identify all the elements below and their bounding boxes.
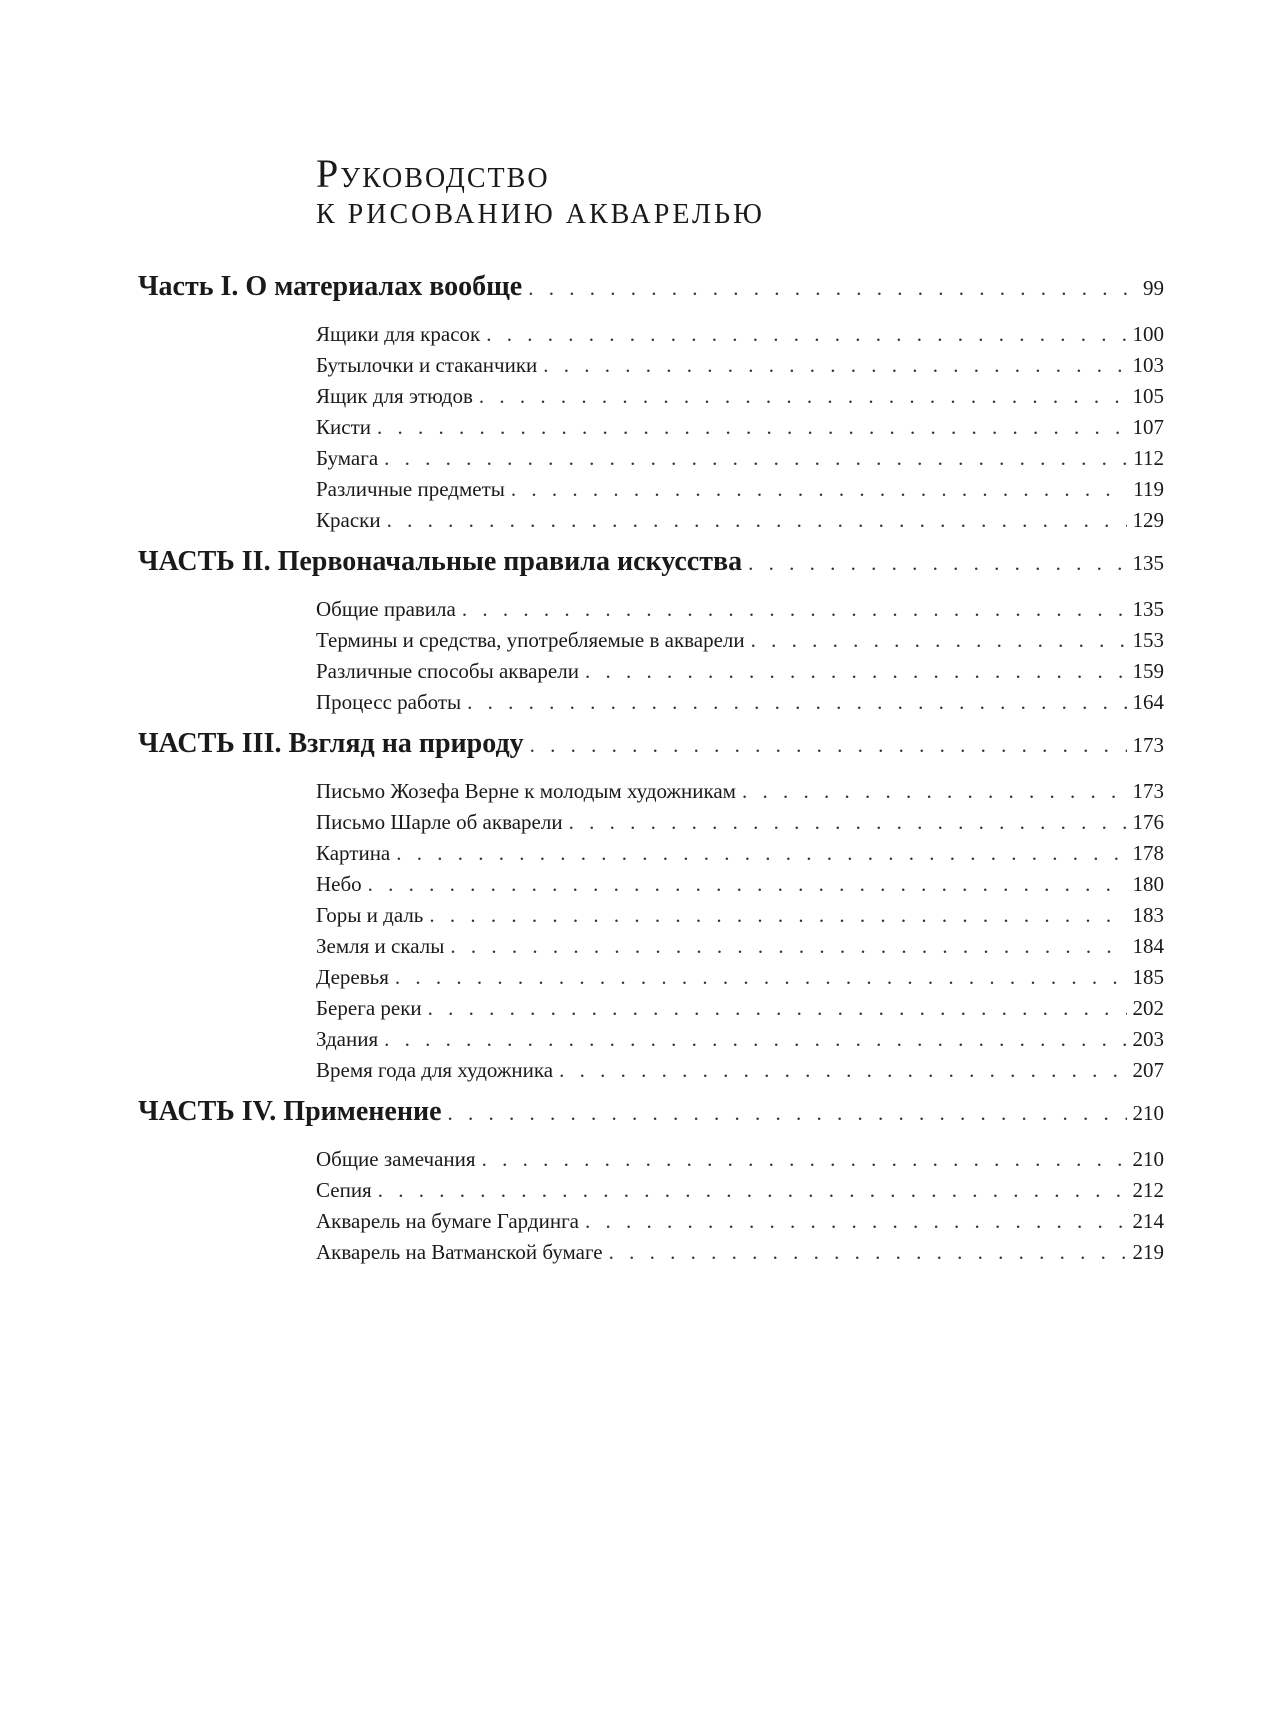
toc-item[interactable] xyxy=(316,597,1164,622)
dot-leader xyxy=(748,551,1126,576)
toc-item[interactable] xyxy=(316,415,1164,440)
page-number: 135 xyxy=(1132,551,1164,575)
toc-part-4[interactable] xyxy=(138,1096,1164,1128)
dot-leader xyxy=(486,322,1126,347)
item-title: Бутылочки и стаканчики xyxy=(316,353,538,377)
dot-leader xyxy=(530,733,1127,758)
page-number: 212 xyxy=(1132,1178,1164,1202)
toc-part-2[interactable] xyxy=(138,546,1164,578)
toc-item[interactable] xyxy=(316,322,1164,347)
page-number: 183 xyxy=(1132,903,1164,927)
toc-item[interactable] xyxy=(316,872,1164,897)
page-number: 176 xyxy=(1132,810,1164,834)
page-number: 178 xyxy=(1132,841,1164,865)
item-title: Берега реки xyxy=(316,996,422,1020)
book-title-line2: К РИСОВАНИЮ АКВАРЕЛЬЮ xyxy=(316,199,765,230)
page-number: 103 xyxy=(1132,353,1164,377)
dot-leader xyxy=(384,1027,1126,1052)
book-title-line1: Руководство xyxy=(316,151,550,196)
toc-item[interactable] xyxy=(316,508,1164,533)
toc-item[interactable] xyxy=(316,659,1164,684)
item-title: Деревья xyxy=(316,965,389,989)
dot-leader xyxy=(462,597,1127,622)
dot-leader xyxy=(751,628,1127,653)
page-number: 112 xyxy=(1133,446,1164,470)
page-number: 219 xyxy=(1132,1240,1164,1264)
part-title: Часть I. О материалах вообще xyxy=(138,271,523,302)
dot-leader xyxy=(368,872,1127,897)
toc-item[interactable] xyxy=(316,690,1164,715)
dot-leader xyxy=(377,415,1127,440)
item-title: Земля и скалы xyxy=(316,934,445,958)
dot-leader xyxy=(482,1147,1127,1172)
dot-leader xyxy=(387,508,1127,533)
item-title: Картина xyxy=(316,841,391,865)
item-title: Горы и даль xyxy=(316,903,424,927)
page-number: 173 xyxy=(1132,733,1164,757)
page-number: 153 xyxy=(1132,628,1164,652)
toc-item[interactable] xyxy=(316,841,1164,866)
page-number: 105 xyxy=(1132,384,1164,408)
page-number: 180 xyxy=(1132,872,1164,896)
page-number: 119 xyxy=(1133,477,1164,501)
item-title: Ящики для красок xyxy=(316,322,481,346)
part-title: ЧАСТЬ III. Взгляд на природу xyxy=(138,728,524,759)
item-title: Краски xyxy=(316,508,381,532)
item-title: Сепия xyxy=(316,1178,372,1202)
toc-item[interactable] xyxy=(316,996,1164,1021)
toc-item[interactable] xyxy=(316,628,1164,653)
item-title: Акварель на Ватманской бумаге xyxy=(316,1240,603,1264)
page-number: 207 xyxy=(1132,1058,1164,1082)
toc-item[interactable] xyxy=(316,477,1164,502)
item-title: Кисти xyxy=(316,415,371,439)
dot-leader xyxy=(543,353,1126,378)
book-title xyxy=(316,152,765,232)
item-title: Процесс работы xyxy=(316,690,462,714)
page-number: 100 xyxy=(1132,322,1164,346)
page-number: 184 xyxy=(1132,934,1164,958)
dot-leader xyxy=(428,996,1127,1021)
page-number: 214 xyxy=(1132,1209,1164,1233)
page-number: 164 xyxy=(1132,690,1164,714)
page-number: 173 xyxy=(1132,779,1164,803)
page-number: 99 xyxy=(1143,276,1164,300)
item-title: Термины и средства, употребляемые в акварели xyxy=(316,628,745,652)
dot-leader xyxy=(585,1209,1126,1234)
dot-leader xyxy=(450,934,1126,959)
dot-leader xyxy=(742,779,1127,804)
toc-item[interactable] xyxy=(316,903,1164,928)
page-number: 203 xyxy=(1132,1027,1164,1051)
item-title: Здания xyxy=(316,1027,379,1051)
dot-leader xyxy=(467,690,1126,715)
toc-item[interactable] xyxy=(316,965,1164,990)
dot-leader xyxy=(395,965,1127,990)
toc-item[interactable] xyxy=(316,1209,1164,1234)
page-number: 135 xyxy=(1132,597,1164,621)
dot-leader xyxy=(559,1058,1126,1083)
toc-item[interactable] xyxy=(316,1240,1164,1265)
toc-item[interactable] xyxy=(316,1178,1164,1203)
dot-leader xyxy=(448,1101,1127,1126)
toc-item[interactable] xyxy=(316,1027,1164,1052)
item-title: Бумага xyxy=(316,446,379,470)
item-title: Небо xyxy=(316,872,362,896)
toc-item[interactable] xyxy=(316,1058,1164,1083)
item-title: Общие замечания xyxy=(316,1147,476,1171)
item-title: Ящик для этюдов xyxy=(316,384,473,408)
page-number: 210 xyxy=(1132,1147,1164,1171)
item-title: Письмо Жозефа Верне к молодым художникам xyxy=(316,779,736,803)
toc-part-1[interactable] xyxy=(138,271,1164,303)
dot-leader xyxy=(609,1240,1127,1265)
toc-item[interactable] xyxy=(316,779,1164,804)
toc-item[interactable] xyxy=(316,810,1164,835)
page-number: 210 xyxy=(1132,1101,1164,1125)
toc-item[interactable] xyxy=(316,353,1164,378)
dot-leader xyxy=(528,276,1137,301)
dot-leader xyxy=(378,1178,1127,1203)
item-title: Общие правила xyxy=(316,597,456,621)
item-title: Различные предметы xyxy=(316,477,505,501)
page-number: 107 xyxy=(1132,415,1164,439)
dot-leader xyxy=(479,384,1127,409)
toc-item[interactable] xyxy=(316,446,1164,471)
dot-leader xyxy=(569,810,1127,835)
page-number: 129 xyxy=(1132,508,1164,532)
dot-leader xyxy=(429,903,1126,928)
part-title: ЧАСТЬ II. Первоначальные правила искусства xyxy=(138,546,743,577)
page-number: 185 xyxy=(1132,965,1164,989)
page-number: 159 xyxy=(1132,659,1164,683)
dot-leader xyxy=(585,659,1127,684)
dot-leader xyxy=(396,841,1126,866)
page-number: 202 xyxy=(1132,996,1164,1020)
item-title: Письмо Шарле об акварели xyxy=(316,810,563,834)
dot-leader xyxy=(511,477,1127,502)
toc-item[interactable] xyxy=(316,934,1164,959)
toc-part-3[interactable] xyxy=(138,728,1164,760)
part-title: ЧАСТЬ IV. Применение xyxy=(138,1096,442,1127)
item-title: Акварель на бумаге Гардинга xyxy=(316,1209,580,1233)
item-title: Время года для художника xyxy=(316,1058,554,1082)
toc-item[interactable] xyxy=(316,1147,1164,1172)
toc-item[interactable] xyxy=(316,384,1164,409)
item-title: Различные способы акварели xyxy=(316,659,579,683)
dot-leader xyxy=(384,446,1127,471)
